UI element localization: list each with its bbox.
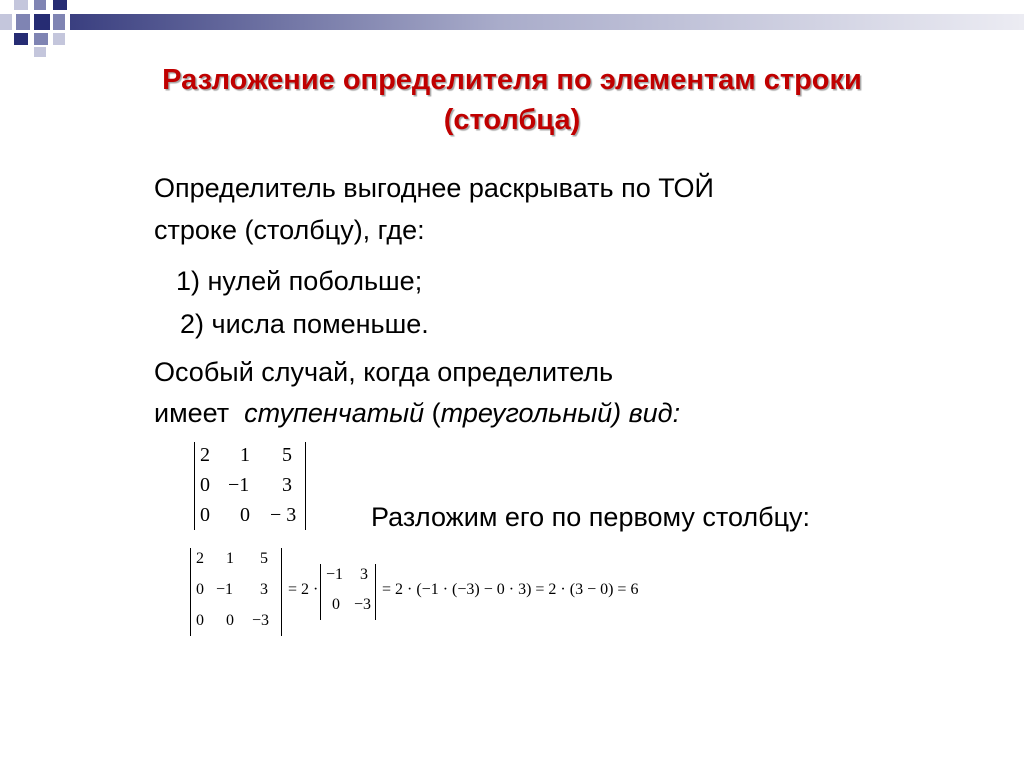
paragraph-2-line-2 — [154, 397, 680, 429]
paragraph-1-line-2: строке (столбцу), где: — [154, 215, 425, 245]
matrix-cell: −3 — [252, 612, 270, 629]
expansion-equation — [190, 548, 650, 638]
matrix-cell: −1 — [228, 474, 250, 496]
slide-title — [60, 60, 964, 140]
equation-result: = 2 · (−1 · (−3) − 0 · 3) = 2 · (3 − 0) = 6 — [382, 581, 639, 598]
equation-minor — [320, 564, 376, 620]
paren-open: ( — [431, 398, 441, 428]
equation-coefficient: = 2 · — [288, 581, 319, 598]
matrix-cell: 0 — [200, 504, 210, 526]
matrix-cell: 3 — [260, 581, 268, 598]
matrix-cell: 1 — [240, 444, 250, 466]
determinant-right-bar — [281, 548, 282, 636]
italic-triangular: треугольный) вид: — [440, 398, 681, 428]
matrix-cell: 3 — [360, 566, 368, 583]
matrix-cell: 0 — [196, 612, 204, 629]
list-item-2: 2) числа поменьше. — [180, 309, 429, 339]
matrix-cell: 5 — [282, 444, 292, 466]
triangular-determinant — [194, 442, 306, 530]
matrix-cell: −1 — [326, 566, 344, 583]
paragraph-2-line-1: Особый случай, когда определитель — [154, 357, 614, 387]
text-prefix: имеет — [154, 398, 245, 428]
equation-determinant — [190, 548, 282, 636]
matrix-cell: 2 — [196, 550, 204, 567]
decorative-corner-squares — [0, 0, 1024, 60]
title-line-2: (столбца) — [443, 104, 581, 136]
matrix-cell: 0 — [240, 504, 250, 526]
determinant-right-bar — [375, 564, 376, 620]
matrix-cell: −3 — [354, 596, 372, 613]
paragraph-1-line-1: Определитель выгоднее раскрывать по ТОЙ — [154, 173, 714, 203]
expansion-text: Разложим его по первому столбцу: — [371, 502, 811, 532]
matrix-cell: − 3 — [270, 504, 297, 526]
determinant-left-bar — [320, 564, 321, 620]
matrix-cell: 3 — [282, 474, 292, 496]
matrix-cell: 0 — [200, 474, 210, 496]
matrix-cell: 2 — [200, 444, 210, 466]
matrix-cell: 0 — [332, 596, 340, 613]
matrix-cell: 1 — [226, 550, 234, 567]
list-item-1: 1) нулей побольше; — [176, 266, 423, 296]
matrix-cell: 0 — [196, 581, 204, 598]
italic-stepped: ступенчатый — [244, 398, 432, 428]
title-line-1: Разложение определителя по элементам строки — [162, 64, 862, 96]
determinant-left-bar — [190, 548, 191, 636]
matrix-cell: 5 — [260, 550, 268, 567]
determinant-left-bar — [194, 442, 195, 530]
matrix-cell: 0 — [226, 612, 234, 629]
matrix-cell: −1 — [216, 581, 234, 598]
determinant-right-bar — [305, 442, 306, 530]
